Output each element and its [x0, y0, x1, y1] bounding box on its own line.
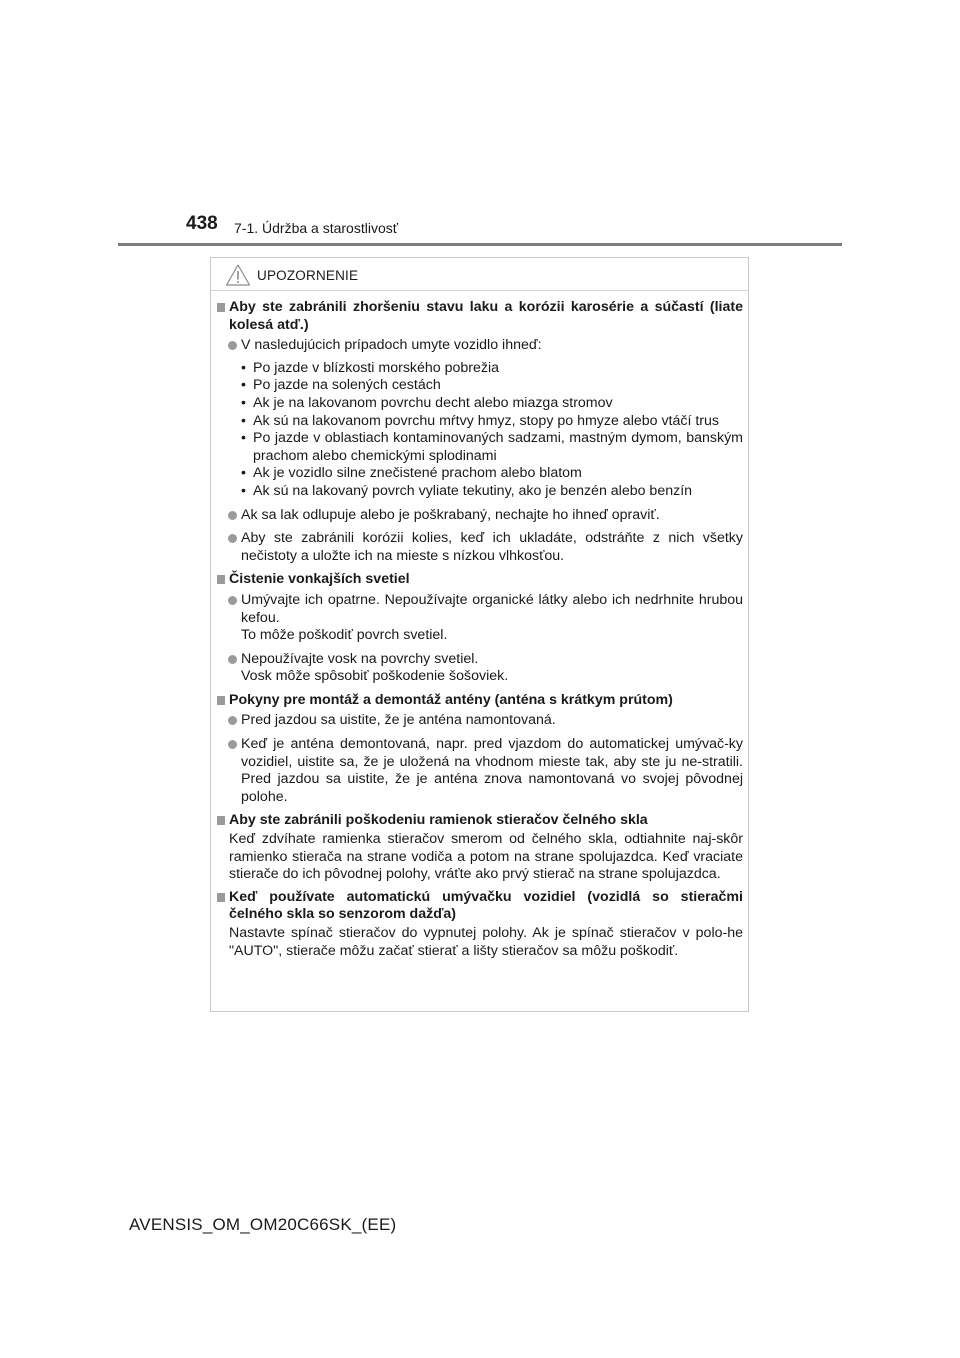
- sub-item: [217, 377, 743, 395]
- sub-item: [217, 360, 743, 378]
- sub-item: [217, 413, 743, 431]
- sub-item-text: Po jazde v blízkosti morského pobrežia: [253, 359, 500, 376]
- section-square-marker: [217, 893, 225, 902]
- warning-section: [217, 571, 743, 686]
- sub-item-mark: •: [241, 482, 246, 499]
- sub-item-mark: •: [241, 394, 246, 411]
- section-title: 7-1. Údržba a starostlivosť: [234, 220, 398, 236]
- section-body: Keď zdvíhate ramienka stieračov smerom od čelného skla, odtiahnite naj-skôr ramienko stierača na strane vodiča a potom na strane spolujazdca. Keď vraciate stierače do ich pôvodnej polohy, vráťte ako prvý stierač na strane spolujazdca.: [229, 831, 743, 883]
- header-rule: [118, 243, 842, 246]
- section-body: Nastavte spínač stieračov do vypnutej polohy. Ak je spínač stieračov v polo-he "AUTO", stierače môžu začať stierať a lišty stieračov sa môžu poškodiť.: [229, 925, 743, 959]
- bullet-text: Nepoužívajte vosk na povrchy svetiel.: [241, 650, 479, 667]
- sub-item-text: Po jazde v oblastiach kontaminovaných sadzami, mastným dymom, banským prachom alebo chemickými splodinami: [253, 430, 743, 464]
- bullet-dot: [228, 534, 237, 543]
- sub-item: [217, 465, 743, 483]
- bullet-item: [217, 736, 743, 806]
- warning-triangle-icon: [225, 263, 251, 287]
- sub-item-mark: •: [241, 377, 246, 394]
- warning-header: [225, 262, 358, 288]
- sub-item-mark: •: [241, 465, 246, 482]
- section-square-marker: [217, 696, 225, 705]
- bullet-item: [217, 337, 743, 500]
- sub-item-text: Ak je vozidlo silne znečistené prachom alebo blatom: [253, 465, 582, 482]
- warning-section: [217, 889, 743, 960]
- bullet-dot: [228, 341, 237, 350]
- bullet-text: Pred jazdou sa uistite, že je anténa namontovaná.: [241, 712, 556, 729]
- warning-section: [217, 299, 743, 565]
- warning-section: [217, 692, 743, 807]
- bullet-dot: [228, 740, 237, 749]
- bullet-text: Umývajte ich opatrne. Nepoužívajte organické látky alebo ich nedrhnite hrubou kefou.: [241, 591, 743, 626]
- sub-item-text: Ak sú na lakovanom povrchu mŕtvy hmyz, stopy po hmyze alebo vtáčí trus: [253, 412, 720, 429]
- bullet-text-line2: Vosk môže spôsobiť poškodenie šošoviek.: [241, 668, 509, 685]
- sub-item-mark: •: [241, 359, 246, 376]
- bullet-item: [217, 712, 743, 730]
- page-number: 438: [186, 213, 218, 234]
- bullet-dot: [228, 655, 237, 664]
- warning-box: [210, 257, 749, 1012]
- section-heading: Čistenie vonkajších svetiel: [229, 571, 410, 588]
- sub-item-text: Ak je na lakovanom povrchu decht alebo miazga stromov: [253, 394, 613, 411]
- sub-item: [217, 430, 743, 465]
- section-heading: Pokyny pre montáž a demontáž antény (anténa s krátkym prútom): [229, 691, 673, 708]
- warning-content: [217, 299, 743, 965]
- sub-item-mark: •: [241, 430, 246, 447]
- bullet-text: V nasledujúcich prípadoch umyte vozidlo ihneď:: [241, 337, 542, 354]
- bullet-text: Keď je anténa demontovaná, napr. pred vjazdom do automatickej umývač-ky vozidiel, uistite sa, že je uložená na vhodnom mieste tak, aby ste ju ne-stratili. Pred jazdou sa uistite, že je anténa znova namontovaná vo svojej pôvodnej polohe.: [241, 736, 743, 805]
- sub-item: [217, 483, 743, 501]
- section-square-marker: [217, 816, 225, 825]
- section-square-marker: [217, 303, 225, 312]
- section-square-marker: [217, 575, 225, 584]
- sub-item-text: Ak sú na lakovaný povrch vyliate tekutiny, ako je benzén alebo benzín: [253, 482, 693, 499]
- section-heading: Aby ste zabránili zhoršeniu stavu laku a korózii karosérie a súčastí (liate kolesá atď.): [229, 299, 743, 333]
- bullet-dot: [228, 596, 237, 605]
- sub-item-text: Po jazde na solených cestách: [253, 377, 441, 394]
- bullet-text-line2: To môže poškodiť povrch svetiel.: [241, 627, 448, 644]
- bullet-dot: [228, 716, 237, 725]
- sub-item-mark: •: [241, 412, 246, 429]
- section-heading: Keď používate automatickú umývačku vozidiel (vozidlá so stieračmi čelného skla so senzorom dažďa): [229, 888, 743, 923]
- bullet-item: [217, 592, 743, 645]
- bullet-item: [217, 507, 743, 525]
- bullet-dot: [228, 511, 237, 520]
- section-heading: Aby ste zabránili poškodeniu ramienok stieračov čelného skla: [229, 812, 648, 829]
- bullet-item: [217, 530, 743, 565]
- sub-item: [217, 395, 743, 413]
- warning-section: [217, 812, 743, 883]
- bullet-text: Aby ste zabránili korózii kolies, keď ich ukladáte, odstráňte z nich všetky nečistoty a uložte ich na mieste s nízkou vlhkosťou.: [241, 530, 743, 564]
- footer-doc-id: AVENSIS_OM_OM20C66SK_(EE): [129, 1215, 397, 1234]
- sub-list: [241, 360, 743, 501]
- bullet-item: [217, 651, 743, 686]
- warning-divider: [211, 290, 748, 291]
- warning-title: UPOZORNENIE: [257, 267, 359, 283]
- bullet-text: Ak sa lak odlupuje alebo je poškrabaný, nechajte ho ihneď opraviť.: [241, 506, 660, 523]
